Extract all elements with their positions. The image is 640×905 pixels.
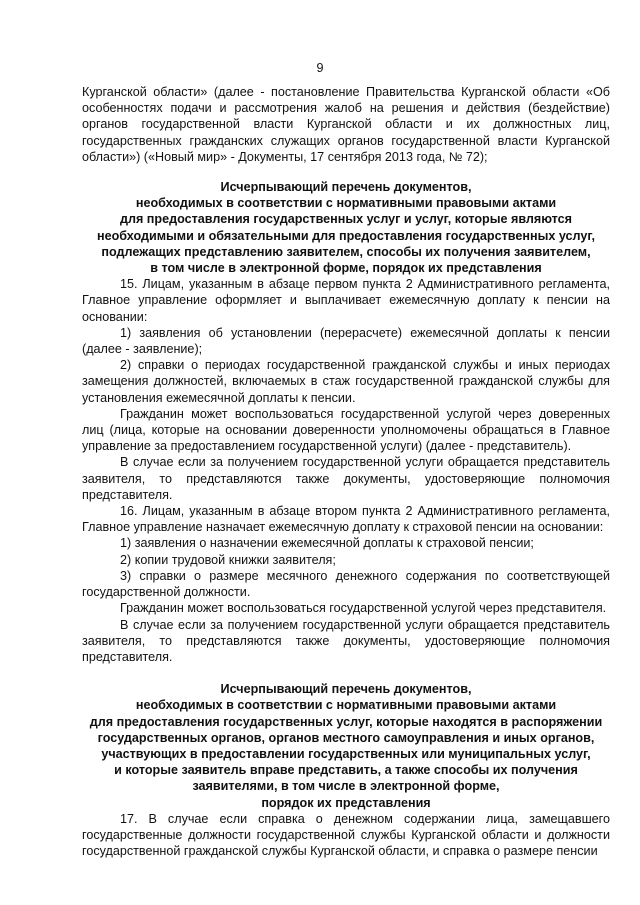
heading-line: необходимыми и обязательными для предоставления государственных услуг, [96, 228, 595, 243]
intro-paragraph: Курганской области» (далее - постановление Правительства Курганской области «Об особенностях подачи и рассмотрения жалоб на решения и действия (бездействие) органов государственной власти Курганской области и их должностных лиц, государственных гражданских служащих органов государственной власти Курганской области») («Новый мир» - Документы, 17 сентября 2013 года, № 72); [82, 85, 610, 164]
paragraph: Гражданин может воспользоваться государственной услугой через представителя. [120, 601, 607, 616]
document-body [82, 84, 610, 859]
heading-line: для предоставления государственных услуг и услуг, которые являются [119, 212, 573, 227]
paragraph: Гражданин может воспользоваться государственной услугой через доверенных лиц (лица, которые на основании доверенности уполномочены обращаться в Главное управление за предоставлением государственной услуги) (далее - представитель). [82, 406, 610, 454]
heading-line: заявителями, в том числе в электронной форме, [192, 779, 500, 794]
list-item: 2) копии трудовой книжки заявителя; [120, 552, 336, 567]
list-item: 1) заявления о назначении ежемесячной доплаты к страховой пенсии; [120, 536, 534, 551]
paragraph-17: 17. В случае если справка о денежном содержании лица, замещавшего государственные должности государственной службы Курганской области и должности государственной гражданской службы Курганской области, и справка о размере пенсии [82, 811, 610, 859]
heading-line: необходимых в соответствии с нормативными правовыми актами [135, 196, 557, 211]
heading-line: необходимых в соответствии с нормативными правовыми актами [135, 698, 557, 713]
heading-line: порядок их представления [261, 795, 431, 810]
heading-line: в том числе в электронной форме, порядок их представления [150, 261, 542, 276]
paragraph: В случае если за получением государственной услуги обращается представитель заявителя, то представляются также документы, удостоверяющие полномочия представителя. [82, 617, 610, 664]
page-number: 9 [316, 61, 324, 75]
heading-line: участвующих в предоставлении государственных или муниципальных услуг, [101, 746, 591, 761]
section-heading-2 [82, 681, 610, 811]
heading-line: Исчерпывающий перечень документов, [220, 180, 472, 195]
heading-line: государственных органов, органов местного самоуправления и иных органов, [97, 730, 595, 745]
heading-line: подлежащих представлению заявителем, способы их получения заявителем, [101, 244, 591, 259]
paragraph-15: 15. Лицам, указанным в абзаце первом пункта 2 Административного регламента, Главное управление оформляет и выплачивает ежемесячную доплату к пенсии на основании: [82, 277, 610, 324]
heading-line: и которые заявитель вправе представить, а также способы их получения [114, 763, 578, 778]
list-item: 2) справки о периодах государственной гражданской службы и иных периодах замещения должностей, включаемых в стаж государственной гражданской службы для установления ежемесячной доплаты к пенсии. [82, 358, 610, 405]
list-item: 1) заявления об установлении (перерасчете) ежемесячной доплаты к пенсии (далее - заявление); [82, 325, 610, 357]
section-heading-1 [82, 179, 610, 276]
heading-line: для предоставления государственных услуг, которые находятся в распоряжении [89, 714, 603, 729]
list-item: 3) справки о размере месячного денежного содержания по соответствующей государственной должности. [82, 568, 610, 600]
paragraph-16: 16. Лицам, указанным в абзаце втором пункта 2 Административного регламента, Главное управление назначает ежемесячную доплату к страховой пенсии на основании: [82, 504, 610, 535]
heading-line: Исчерпывающий перечень документов, [220, 682, 472, 697]
paragraph: В случае если за получением государственной услуги обращается представитель заявителя, то представляются также документы, удостоверяющие полномочия представителя. [82, 455, 610, 502]
